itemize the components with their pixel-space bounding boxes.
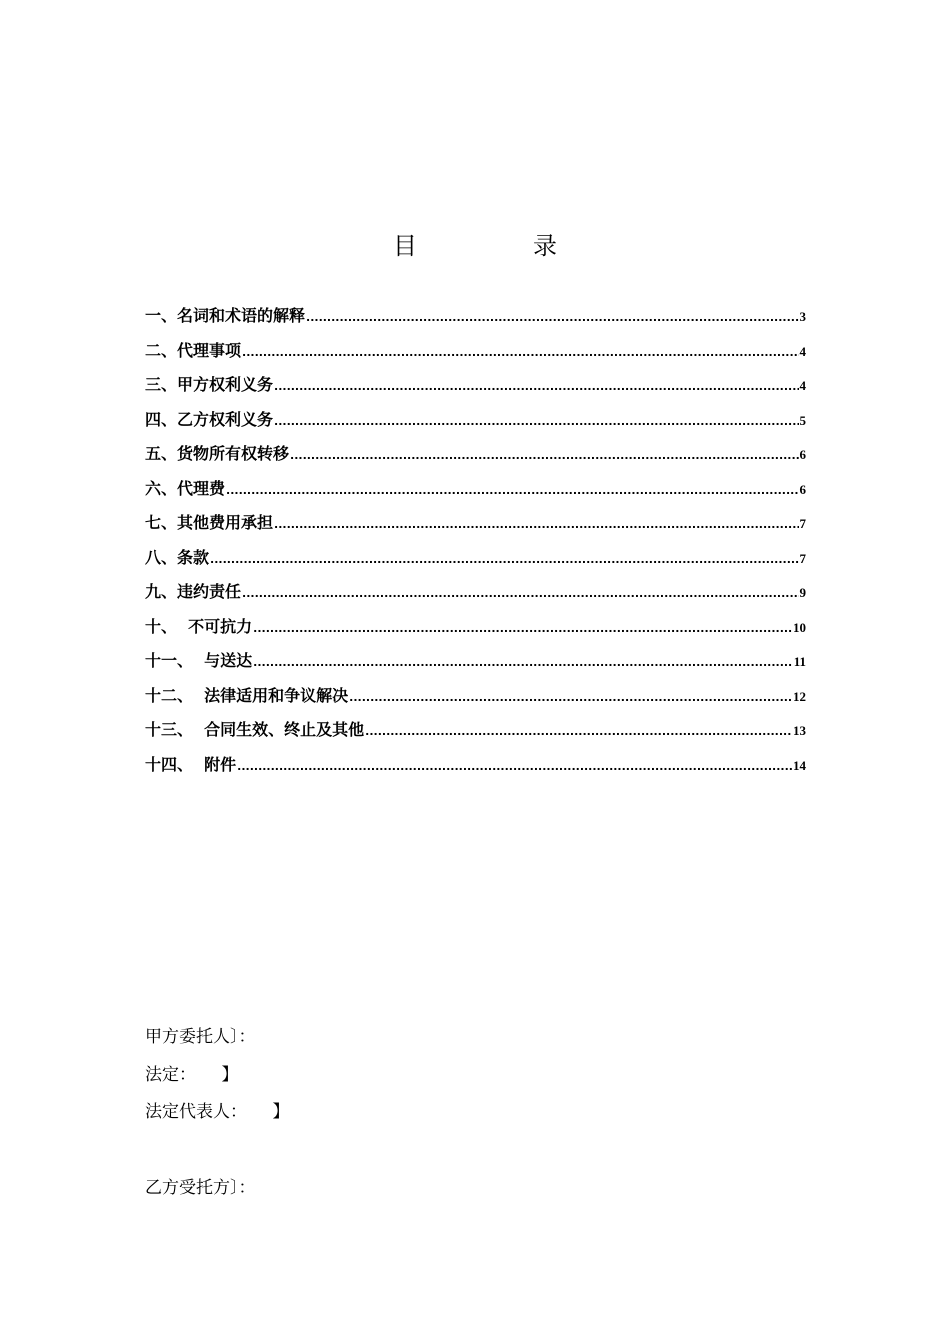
toc-leader-dots — [290, 449, 798, 462]
toc-entry[interactable] — [145, 717, 806, 752]
toc-entry-page: 7 — [799, 516, 806, 531]
toc-entry-title: 法律适用和争议解决 — [204, 685, 349, 705]
toc-leader-dots — [365, 725, 792, 738]
toc-entry-page: 9 — [799, 585, 806, 600]
legal-label: 法定： 】 — [145, 1065, 239, 1085]
toc-entry-page: 3 — [799, 309, 806, 324]
legal-representative-label: 法定代表人： 】 — [145, 1102, 290, 1122]
toc-leader-dots — [349, 691, 792, 704]
toc-entry-page: 7 — [799, 550, 806, 566]
toc-entry[interactable] — [145, 752, 806, 787]
toc-entry-number: 六、 — [145, 478, 178, 498]
toc-entry-title: 违约责任 — [177, 582, 242, 601]
toc-leader-dots — [242, 587, 798, 600]
toc-entry-number: 七、 — [145, 513, 178, 532]
toc-entry-page: 10 — [793, 619, 806, 635]
toc-entry-number: 九、 — [145, 582, 178, 601]
toc-entry[interactable] — [145, 648, 806, 683]
toc-entry-page: 12 — [793, 688, 806, 704]
toc-entry-title: 代理费 — [177, 478, 226, 498]
toc-entry-number: 十一、 — [145, 651, 205, 670]
toc-entry-page: 4 — [799, 343, 806, 359]
toc-entry-title: 代理事项 — [177, 340, 242, 360]
toc-leader-dots — [274, 380, 798, 393]
toc-entry-number: 十四、 — [145, 754, 205, 774]
toc-entry-page: 11 — [793, 654, 806, 669]
toc-leader-dots — [237, 760, 792, 773]
table-of-contents — [145, 303, 806, 786]
toc-entry[interactable] — [145, 303, 806, 338]
toc-entry-page: 5 — [799, 412, 806, 428]
toc-entry[interactable] — [145, 441, 806, 476]
toc-leader-dots — [210, 553, 798, 566]
toc-entry-title: 货物所有权转移 — [177, 444, 290, 463]
toc-entry[interactable] — [145, 579, 806, 614]
toc-entry-page: 14 — [793, 757, 806, 773]
toc-entry-page: 6 — [799, 447, 806, 462]
toc-entry-title: 其他费用承担 — [177, 513, 274, 532]
toc-entry[interactable] — [145, 683, 806, 718]
toc-entry[interactable] — [145, 407, 806, 442]
toc-entry-number: 一、 — [145, 306, 178, 325]
toc-entry-title: 甲方权利义务 — [177, 375, 274, 394]
toc-entry-number: 十、 — [145, 616, 189, 636]
toc-entry-number: 十三、 — [145, 720, 205, 739]
toc-entry-title: 合同生效、终止及其他 — [204, 720, 365, 739]
toc-entry-number: 五、 — [145, 444, 178, 463]
toc-leader-dots — [226, 484, 798, 497]
toc-entry-number: 二、 — [145, 340, 178, 360]
toc-entry-page: 4 — [799, 378, 806, 393]
toc-entry-title: 附件 — [204, 754, 237, 774]
toc-entry-number: 四、 — [145, 409, 178, 429]
toc-entry-page: 13 — [793, 723, 806, 738]
toc-entry[interactable] — [145, 510, 806, 545]
toc-entry[interactable] — [145, 476, 806, 511]
toc-leader-dots — [253, 656, 793, 669]
toc-title: 目 录 — [393, 232, 603, 260]
toc-entry[interactable] — [145, 614, 806, 649]
toc-leader-dots — [253, 622, 792, 635]
toc-entry-number: 三、 — [145, 375, 178, 394]
toc-entry-page: 6 — [799, 481, 806, 497]
toc-entry-title: 名词和术语的解释 — [177, 306, 306, 325]
toc-entry-title: 与送达 — [204, 651, 253, 670]
toc-entry-number: 十二、 — [145, 685, 205, 705]
toc-entry[interactable] — [145, 338, 806, 373]
toc-leader-dots — [242, 346, 798, 359]
party-a-label: 甲方委托人〕： — [145, 1027, 256, 1047]
toc-leader-dots — [306, 311, 798, 324]
toc-entry[interactable] — [145, 372, 806, 407]
toc-leader-dots — [274, 415, 798, 428]
toc-entry-title: 不可抗力 — [188, 616, 253, 636]
toc-entry-title: 条款 — [177, 547, 210, 567]
toc-entry-title: 乙方权利义务 — [177, 409, 274, 429]
party-b-label: 乙方受托方〕： — [145, 1178, 256, 1198]
toc-leader-dots — [274, 518, 798, 531]
toc-entry[interactable] — [145, 545, 806, 580]
toc-entry-number: 八、 — [145, 547, 178, 567]
